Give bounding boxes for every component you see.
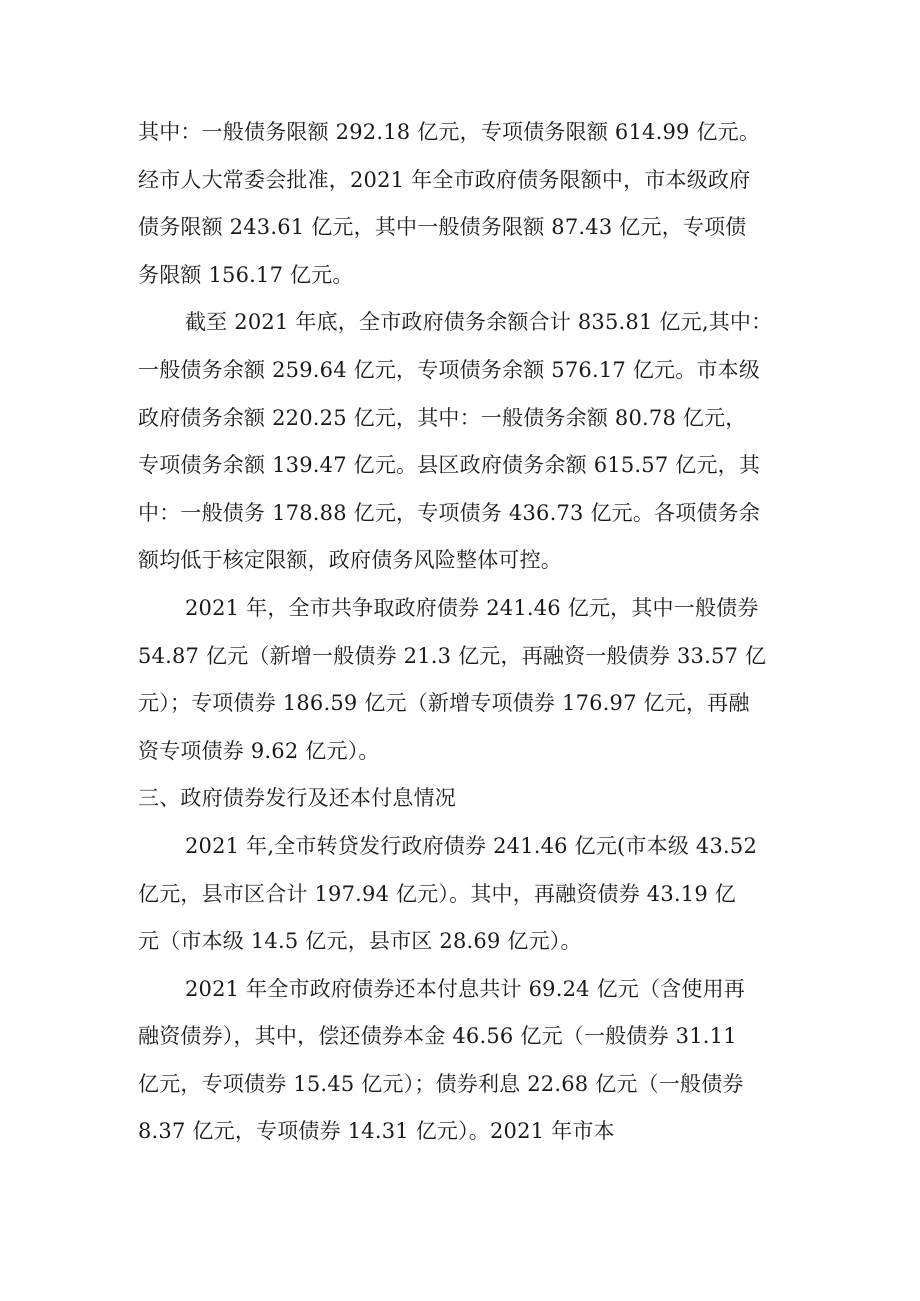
text-line: 政府债务余额 220.25 亿元，其中：一般债务余额 80.78 亿元， [138,405,747,430]
text-line: 专项债务余额 139.47 亿元。县区政府债务余额 615.57 亿元，其 [138,453,761,478]
text-line: 资专项债券 9.62 亿元）。 [138,738,380,763]
text-line: 54.87 亿元（新增一般债券 21.3 亿元，再融资一般债券 33.57 亿 [138,643,767,668]
paragraph-start-line: 2021 年，全市共争取政府债券 241.46 亿元，其中一般债券 [185,595,759,620]
text-line: 元（市本级 14.5 亿元，县市区 28.69 亿元）。 [138,929,582,954]
document-body [138,109,788,1156]
text-line: 元）；专项债券 186.59 亿元（新增专项债券 176.97 亿元，再融 [138,691,750,716]
text-line: 亿元，县市区合计 197.94 亿元）。其中，再融资债券 43.19 亿 [138,881,736,906]
paragraph-start-line: 2021 年全市政府债券还本付息共计 69.24 亿元（含使用再 [185,976,745,1001]
text-line: 经市人大常委会批准，2021 年全市政府债务限额中，市本级政府 [138,167,751,192]
paragraph-start-line: 截至 2021 年底，全市政府债务余额合计 835.81 亿元,其中： [185,310,773,335]
text-line: 一般债务余额 259.64 亿元，专项债务余额 576.17 亿元。市本级 [138,357,761,382]
section-heading: 三、政府债券发行及还本付息情况 [138,786,456,811]
text-line: 其中：一般债务限额 292.18 亿元，专项债务限额 614.99 亿元。 [138,120,761,144]
text-line: 债务限额 243.61 亿元，其中一般债务限额 87.43 亿元，专项债 [138,215,747,240]
text-line: 亿元，专项债券 15.45 亿元）；债券利息 22.68 亿元（一般债券 [138,1071,744,1096]
text-line: 中：一般债务 178.88 亿元，专项债务 436.73 亿元。各项债务余 [138,500,761,525]
text-line: 融资债券），其中，偿还债券本金 46.56 亿元（一般债券 31.11 [138,1024,737,1049]
text-line: 额均低于核定限额，政府债务风险整体可控。 [138,548,562,573]
text-line: 8.37 亿元，专项债券 14.31 亿元）。2021 年市本 [138,1119,615,1144]
text-line: 务限额 156.17 亿元。 [138,262,354,287]
paragraph-start-line: 2021 年,全市转贷发行政府债券 241.46 亿元(市本级 43.52 [185,833,758,858]
